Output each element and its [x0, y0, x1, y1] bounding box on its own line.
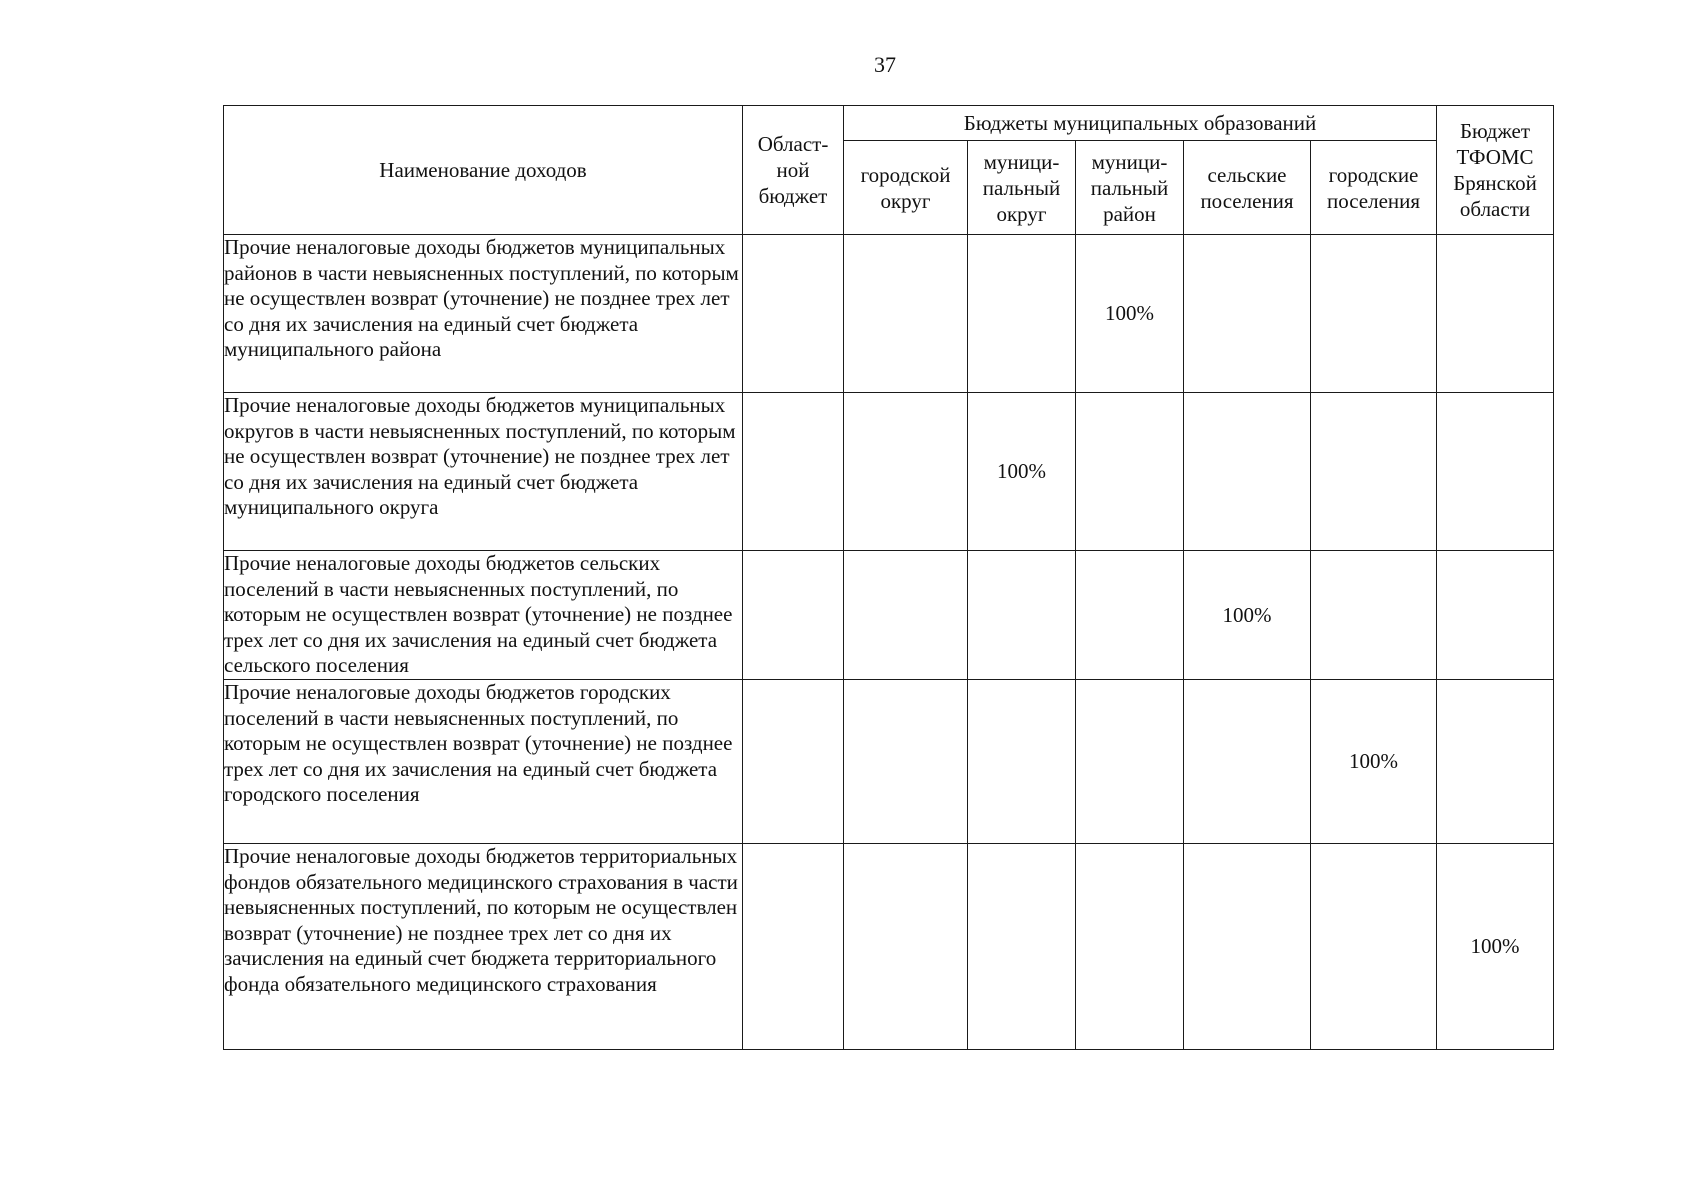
- municipal-raion-cell: 100%: [1076, 235, 1184, 393]
- table-row: [224, 393, 1554, 551]
- tfoms-cell: 100%: [1437, 844, 1554, 1050]
- urban-settlements-cell: [1311, 844, 1437, 1050]
- municipal-okrug-cell: [968, 235, 1076, 393]
- tfoms-cell: [1437, 393, 1554, 551]
- header-revenue-name: Наименование доходов: [224, 106, 743, 235]
- table-row: [224, 844, 1554, 1050]
- header-regional-budget: Област- ной бюджет: [743, 106, 844, 235]
- revenue-name-cell: Прочие неналоговые доходы бюджетов муниципальных районов в части невыясненных поступлений, по которым не осуществлен возврат (уточнение) не позднее трех лет со дня их зачисления на единый счет бюджета муниципального района: [224, 235, 743, 393]
- urban-settlements-cell: [1311, 393, 1437, 551]
- city-district-cell: [844, 680, 968, 844]
- municipal-okrug-cell: [968, 844, 1076, 1050]
- header-rural-settlements: сельские поселения: [1184, 141, 1311, 235]
- table-row: [224, 680, 1554, 844]
- header-city-district: городской округ: [844, 141, 968, 235]
- revenue-name-cell: Прочие неналоговые доходы бюджетов сельских поселений в части невыясненных поступлений, по которым не осуществлен возврат (уточнение) не позднее трех лет со дня их зачисления на единый счет бюджета сельского поселения: [224, 551, 743, 680]
- city-district-cell: [844, 551, 968, 680]
- revenue-name-cell: Прочие неналоговые доходы бюджетов муниципальных округов в части невыясненных поступлений, по которым не осуществлен возврат (уточнение) не позднее трех лет со дня их зачисления на единый счет бюджета муниципального округа: [224, 393, 743, 551]
- city-district-cell: [844, 393, 968, 551]
- tfoms-cell: [1437, 551, 1554, 680]
- header-municipal-okrug: муници- пальный округ: [968, 141, 1076, 235]
- municipal-raion-cell: [1076, 680, 1184, 844]
- header-municipal-raion: муници- пальный район: [1076, 141, 1184, 235]
- regional-budget-cell: [743, 235, 844, 393]
- table-row: [224, 235, 1554, 393]
- header-urban-settlements: городские поселения: [1311, 141, 1437, 235]
- rural-settlements-cell: 100%: [1184, 551, 1311, 680]
- tfoms-cell: [1437, 680, 1554, 844]
- municipal-okrug-cell: 100%: [968, 393, 1076, 551]
- municipal-raion-cell: [1076, 551, 1184, 680]
- rural-settlements-cell: [1184, 393, 1311, 551]
- municipal-okrug-cell: [968, 680, 1076, 844]
- page-number: 37: [874, 52, 896, 77]
- municipal-raion-cell: [1076, 393, 1184, 551]
- municipal-okrug-cell: [968, 551, 1076, 680]
- urban-settlements-cell: [1311, 551, 1437, 680]
- header-municipal-budgets-group: Бюджеты муниципальных образований: [844, 106, 1437, 141]
- revenue-name-cell: Прочие неналоговые доходы бюджетов городских поселений в части невыясненных поступлений, по которым не осуществлен возврат (уточнение) не позднее трех лет со дня их зачисления на единый счет бюджета городского поселения: [224, 680, 743, 844]
- regional-budget-cell: [743, 680, 844, 844]
- regional-budget-cell: [743, 844, 844, 1050]
- rural-settlements-cell: [1184, 235, 1311, 393]
- revenue-distribution-table: [223, 105, 1554, 1050]
- city-district-cell: [844, 844, 968, 1050]
- urban-settlements-cell: [1311, 235, 1437, 393]
- municipal-raion-cell: [1076, 844, 1184, 1050]
- table-row: [224, 551, 1554, 680]
- revenue-name-cell: Прочие неналоговые доходы бюджетов территориальных фондов обязательного медицинского страхования в части невыясненных поступлений, по которым не осуществлен возврат (уточнение) не позднее трех лет со дня их зачисления на единый счет бюджета территориального фонда обязательного медицинского страхования: [224, 844, 743, 1050]
- header-tfoms-budget: Бюджет ТФОМС Брянской области: [1437, 106, 1554, 235]
- rural-settlements-cell: [1184, 680, 1311, 844]
- rural-settlements-cell: [1184, 844, 1311, 1050]
- regional-budget-cell: [743, 551, 844, 680]
- urban-settlements-cell: 100%: [1311, 680, 1437, 844]
- city-district-cell: [844, 235, 968, 393]
- tfoms-cell: [1437, 235, 1554, 393]
- regional-budget-cell: [743, 393, 844, 551]
